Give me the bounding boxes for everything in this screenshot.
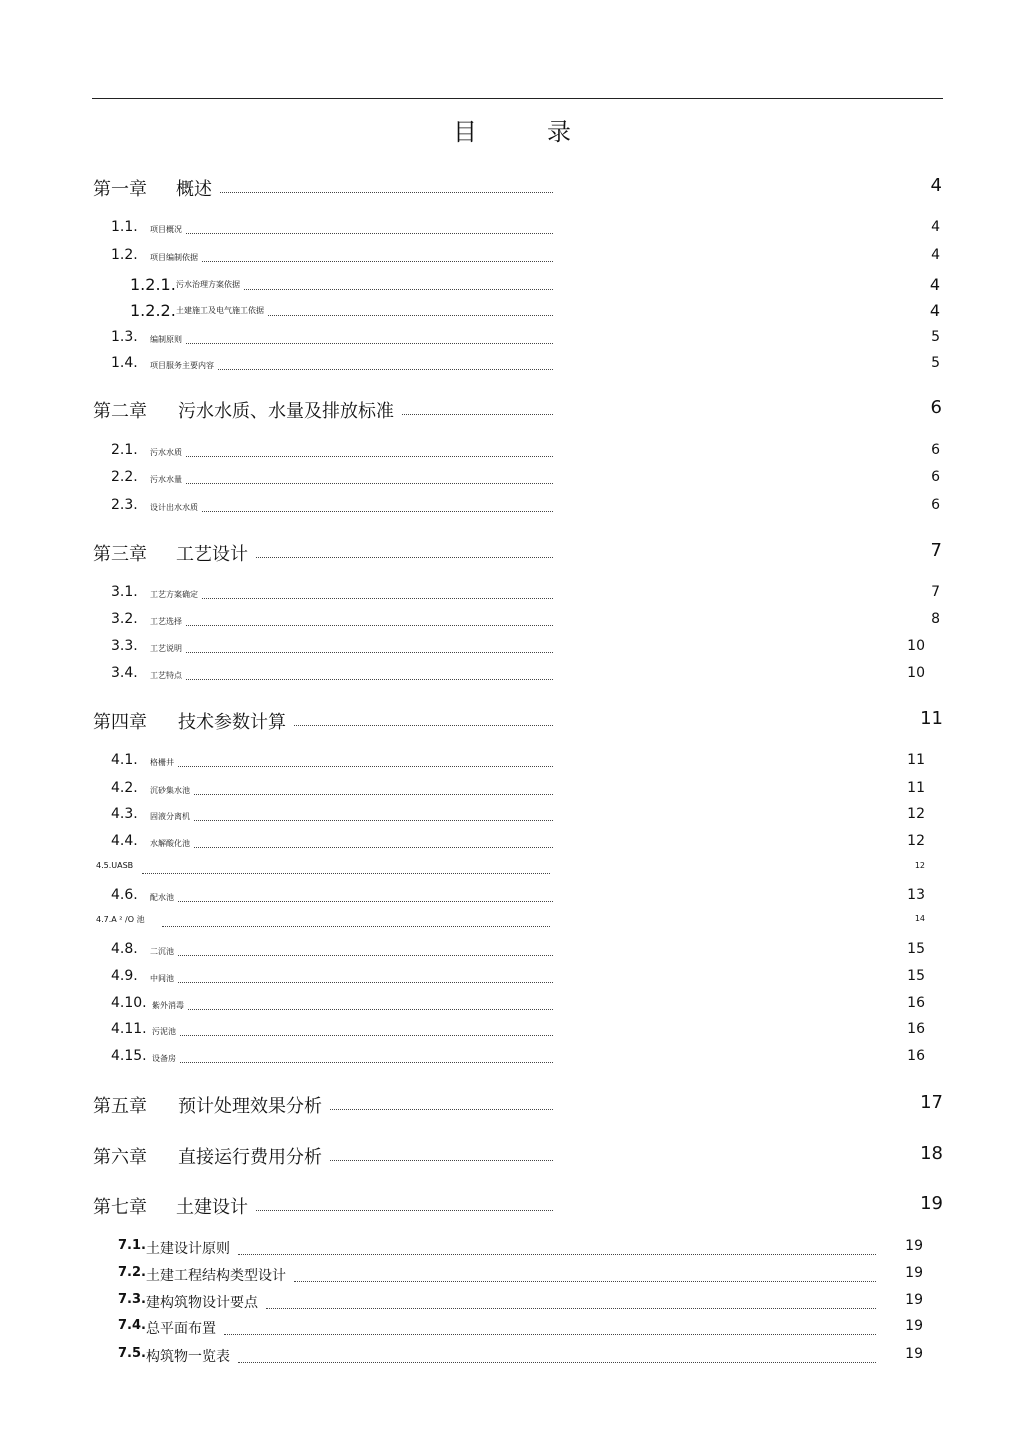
toc-entry[interactable] [0,941,1024,965]
toc-entry-label: 4.7.A ² /O 池 [96,915,145,924]
toc-entry[interactable] [0,175,1024,199]
toc-entry-label: 设计出水水质 [150,503,198,512]
toc-entry-label: 二沉池 [150,947,174,956]
toc-entry-page: 15 [907,941,925,957]
toc-entry-number: 7.1. [118,1238,146,1253]
toc-entry-page: 19 [920,1193,943,1214]
toc-leader-dots [194,820,553,821]
toc-entry-page: 7 [930,540,942,561]
header-rule [92,98,943,99]
toc-entry-label: 格栅井 [150,758,174,767]
toc-entry-label: 工艺特点 [150,671,182,680]
toc-entry-number: 7.4. [118,1318,146,1333]
toc-title-right: 录 [547,118,571,146]
toc-entry-number: 4.15. [111,1048,147,1064]
toc-entry-label: 4.5.UASB [96,861,134,870]
toc-entry-page: 19 [905,1346,923,1362]
toc-leader-dots [178,955,553,956]
toc-entry[interactable] [0,1193,1024,1217]
toc-entry-label: 工艺选择 [150,617,182,626]
toc-entry-page: 6 [931,442,940,458]
toc-entry-label: 直接运行费用分析 [178,1147,322,1168]
toc-entry-label: 工艺说明 [150,644,182,653]
toc-entry-number: 7.2. [118,1265,146,1280]
toc-entry[interactable] [0,355,1024,379]
toc-entry[interactable] [0,1346,1024,1370]
toc-leader-dots [202,598,553,599]
toc-entry-number: 2.1. [111,442,138,458]
toc-entry[interactable] [0,247,1024,271]
toc-entry-page: 4 [931,247,940,263]
toc-entry-number: 7.5. [118,1346,146,1361]
toc-entry-page: 14 [914,914,925,923]
toc-entry-number: 第一章 [93,179,147,200]
toc-leader-dots [178,901,553,902]
toc-leader-dots [238,1362,876,1363]
toc-entry-page: 16 [907,1048,925,1064]
toc-leader-dots [186,652,553,653]
toc-entry-number: 1.2.1. [130,275,176,294]
toc-entry-page: 4 [929,301,940,320]
toc-entry-number: 3.1. [111,584,138,600]
toc-entry[interactable] [0,219,1024,243]
toc-entry-label: 项目概况 [150,225,182,234]
toc-leader-dots [220,192,553,193]
toc-entry-label: 总平面布置 [146,1321,216,1337]
toc-entry-number: 1.2. [111,247,138,263]
toc-entry-number: 第六章 [93,1147,147,1168]
toc-entry-label: 工艺方案确定 [150,590,198,599]
toc-entry-label: 污泥池 [152,1027,176,1036]
toc-entry-page: 17 [920,1092,943,1113]
toc-entry-page: 10 [907,665,925,681]
toc-entry-page: 5 [931,329,940,345]
toc-entry-label: 预计处理效果分析 [178,1096,322,1117]
toc-entry[interactable] [0,442,1024,466]
toc-entry[interactable] [0,861,1024,885]
toc-entry[interactable] [0,1265,1024,1289]
toc-entry-label: 污水水质 [150,448,182,457]
toc-entry-page: 11 [920,708,943,729]
toc-entry[interactable] [0,1238,1024,1262]
toc-entry-number: 1.2.2. [130,301,176,320]
toc-entry-number: 第四章 [93,712,147,733]
toc-entry-page: 19 [905,1238,923,1254]
toc-entry[interactable] [0,301,1024,325]
toc-entry[interactable] [0,611,1024,635]
toc-entry-label: 概述 [176,179,212,200]
toc-leader-dots [194,794,553,795]
toc-entry-number: 4.8. [111,941,138,957]
toc-entry-number: 7.3. [118,1292,146,1307]
toc-entry[interactable] [0,469,1024,493]
toc-entry[interactable] [0,806,1024,830]
toc-entry[interactable] [0,752,1024,776]
toc-entry-label: 工艺设计 [176,544,248,565]
toc-entry-label: 配水池 [150,893,174,902]
toc-leader-dots [186,343,553,344]
toc-entry[interactable] [0,995,1024,1019]
toc-entry-label: 技术参数计算 [178,712,286,733]
toc-entry-page: 6 [931,497,940,513]
toc-entry[interactable] [0,397,1024,421]
toc-entry-page: 8 [931,611,940,627]
toc-entry-number: 2.3. [111,497,138,513]
toc-entry-label: 中间池 [150,974,174,983]
toc-title [0,112,1024,147]
toc-entry[interactable] [0,780,1024,804]
toc-entry-number: 第二章 [93,401,147,422]
toc-entry-page: 6 [930,397,942,418]
toc-entry[interactable] [0,540,1024,564]
toc-entry-page: 5 [931,355,940,371]
toc-entry-number: 3.4. [111,665,138,681]
toc-entry-number: 4.4. [111,833,138,849]
toc-entry-number: 1.1. [111,219,138,235]
toc-entry-label: 污水水量 [150,475,182,484]
toc-entry-number: 1.3. [111,329,138,345]
toc-entry[interactable] [0,833,1024,857]
toc-entry-page: 4 [931,219,940,235]
toc-entry-page: 13 [907,887,925,903]
toc-entry-page: 11 [907,780,925,796]
toc-entry-label: 沉砂集水池 [150,786,190,795]
toc-entry-label: 污水治理方案依据 [176,280,240,289]
toc-entry-page: 12 [914,861,925,870]
toc-entry-number: 4.3. [111,806,138,822]
toc-entry-number: 4.11. [111,1021,147,1037]
toc-entry-page: 18 [920,1143,943,1164]
toc-entry[interactable] [0,887,1024,911]
toc-leader-dots [186,679,553,680]
toc-entry-page: 15 [907,968,925,984]
toc-entry-page: 12 [907,806,925,822]
toc-entry-label: 固液分离机 [150,812,190,821]
toc-entry-number: 4.10. [111,995,147,1011]
toc-leader-dots [178,982,553,983]
toc-entry[interactable] [0,1092,1024,1116]
toc-leader-dots [202,261,553,262]
toc-entry-page: 19 [905,1292,923,1308]
toc-leader-dots [186,233,553,234]
toc-leader-dots [268,315,553,316]
toc-entry-page: 19 [905,1265,923,1281]
toc-entry[interactable] [0,1318,1024,1342]
toc-entry-number: 第三章 [93,544,147,565]
toc-entry-page: 6 [931,469,940,485]
toc-entry[interactable] [0,1048,1024,1072]
toc-leader-dots [218,369,553,370]
toc-leader-dots [178,766,553,767]
toc-entry[interactable] [0,665,1024,689]
toc-leader-dots [256,557,553,558]
toc-leader-dots [202,511,553,512]
toc-title-left: 目 [453,118,477,146]
toc-entry-label: 污水水质、水量及排放标准 [178,401,394,422]
toc-entry-label: 土建设计原则 [146,1241,230,1257]
toc-entry-page: 12 [907,833,925,849]
toc-entry-number: 4.6. [111,887,138,903]
toc-entry-number: 4.1. [111,752,138,768]
toc-entry[interactable] [0,708,1024,732]
toc-leader-dots [180,1062,553,1063]
toc-entry-page: 19 [905,1318,923,1334]
toc-entry-page: 10 [907,638,925,654]
toc-entry-label: 土建施工及电气施工依据 [176,306,264,315]
toc-leader-dots [186,456,553,457]
toc-leader-dots [294,1281,876,1282]
toc-leader-dots [330,1160,553,1161]
toc-entry-number: 4.9. [111,968,138,984]
toc-leader-dots [162,926,550,927]
toc-leader-dots [188,1009,553,1010]
toc-entry[interactable] [0,1021,1024,1045]
toc-entry-page: 4 [929,275,940,294]
toc-entry-label: 项目服务主要内容 [150,361,214,370]
toc-entry[interactable] [0,638,1024,662]
toc-entry[interactable] [0,1292,1024,1316]
toc-entry-number: 3.2. [111,611,138,627]
toc-leader-dots [294,725,553,726]
toc-entry-number: 1.4. [111,355,138,371]
toc-entry-label: 编制原则 [150,335,182,344]
toc-leader-dots [238,1254,876,1255]
toc-entry-label: 土建工程结构类型设计 [146,1268,286,1284]
toc-entry[interactable] [0,497,1024,521]
toc-entry-page: 7 [931,584,940,600]
toc-entry-page: 4 [930,175,942,196]
toc-entry-number: 第七章 [93,1197,147,1218]
toc-entry-page: 11 [907,752,925,768]
toc-entry[interactable] [0,329,1024,353]
toc-entry-number: 第五章 [93,1096,147,1117]
toc-leader-dots [142,873,550,874]
toc-leader-dots [244,289,553,290]
toc-leader-dots [186,483,553,484]
toc-leader-dots [180,1035,553,1036]
toc-entry-number: 4.2. [111,780,138,796]
toc-leader-dots [266,1308,876,1309]
toc-leader-dots [330,1109,553,1110]
toc-entry[interactable] [0,584,1024,608]
toc-entry-number: 3.3. [111,638,138,654]
toc-entry[interactable] [0,1143,1024,1167]
toc-entry-page: 16 [907,1021,925,1037]
toc-entry-label: 设备房 [152,1054,176,1063]
toc-entry-label: 构筑物一览表 [146,1349,230,1365]
toc-entry-label: 土建设计 [176,1197,248,1218]
toc-leader-dots [186,625,553,626]
toc-entry-label: 建构筑物设计要点 [146,1295,258,1311]
toc-entry[interactable] [0,275,1024,299]
toc-entry-label: 紫外消毒 [152,1001,184,1010]
toc-leader-dots [256,1210,553,1211]
toc-entry[interactable] [0,968,1024,992]
toc-leader-dots [402,414,553,415]
toc-entry-number: 2.2. [111,469,138,485]
toc-leader-dots [194,847,553,848]
toc-leader-dots [224,1334,876,1335]
toc-entry-label: 水解酸化池 [150,839,190,848]
toc-entry-page: 16 [907,995,925,1011]
toc-entry[interactable] [0,914,1024,938]
toc-entry-label: 项目编制依据 [150,253,198,262]
